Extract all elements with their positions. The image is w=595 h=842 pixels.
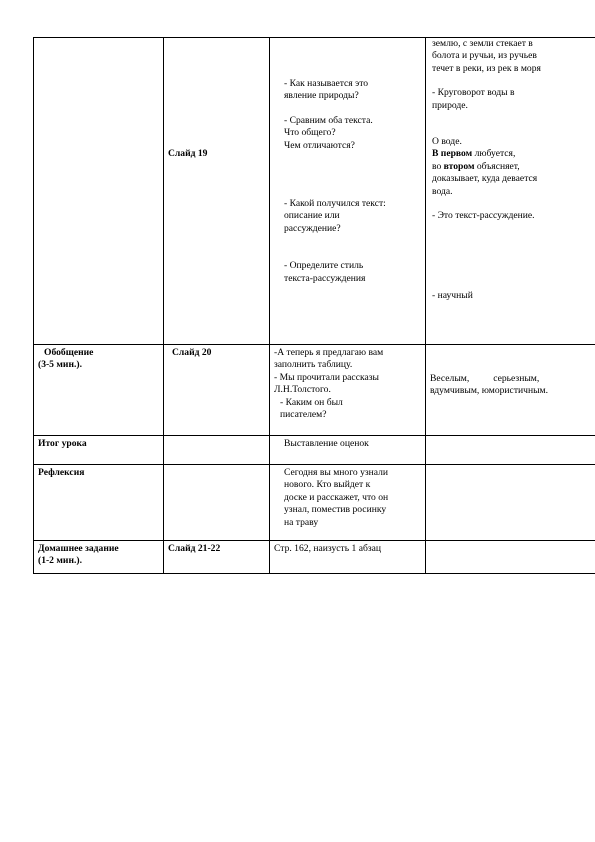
stage-label: Рефлексия (38, 467, 85, 478)
stage-label: Итог урока (38, 438, 87, 449)
answer-line: вдумчивым, юмористичным. (430, 385, 549, 397)
teacher-line: - Каким он был (280, 396, 343, 408)
teacher-cell (270, 541, 426, 574)
question-line: - Как называется это (284, 78, 369, 89)
table-row (34, 541, 595, 574)
table-row (34, 436, 595, 465)
table-row (34, 465, 595, 541)
teacher-line: нового. Кто выйдет к (284, 479, 371, 491)
table-row (34, 38, 595, 345)
question-line: текста-рассуждения (284, 272, 366, 284)
teacher-line: Стр. 162, наизусть 1 абзац (274, 543, 382, 554)
slide-label: Слайд 21-22 (168, 543, 221, 554)
answer-line: природе. (432, 99, 468, 111)
stage-cell (34, 465, 164, 541)
lesson-plan-table (33, 37, 595, 574)
answer-line (432, 161, 595, 173)
answer-line: - Круговорот воды в (432, 87, 515, 99)
teacher-line: - Мы прочитали рассказы (274, 371, 379, 383)
answer-line: течет в реки, из рек в моря (432, 62, 541, 74)
teacher-line: Сегодня вы много узнали (284, 467, 389, 478)
stage-duration: (3-5 мин.). (38, 359, 82, 371)
teacher-line: на траву (284, 516, 319, 528)
emphasis-word: втором (443, 160, 475, 172)
stage-cell (34, 38, 164, 345)
slide-cell (164, 345, 270, 436)
slide-label: Слайд 20 (172, 347, 212, 358)
students-cell (426, 465, 595, 541)
emphasis-word: В первом (432, 148, 473, 160)
stage-cell (34, 345, 164, 436)
question-line: явление природы? (284, 90, 359, 102)
answer-line: - научный (432, 290, 473, 302)
question-line: описание или (284, 210, 340, 222)
teacher-line: -А теперь я предлагаю вам (274, 347, 384, 358)
students-cell (426, 36, 595, 343)
stage-label: Домашнее задание (38, 543, 119, 554)
table-row (34, 345, 595, 436)
teacher-line: Л.Н.Толстого. (274, 384, 331, 396)
answer-line: О воде. (432, 136, 462, 148)
answer-line: вода. (432, 185, 453, 197)
answer-line: Веселым, серьезным, (430, 373, 540, 384)
teacher-line: заполнить таблицу. (274, 359, 353, 371)
slide-cell (164, 38, 270, 345)
question-line: - Определите стиль (284, 260, 364, 272)
question-line: Чем отличаются? (284, 139, 355, 151)
answer-line: болота и ручьи, из ручьев (432, 50, 537, 62)
question-line: рассуждение? (284, 222, 341, 234)
answer-text: любуется, (472, 148, 516, 160)
teacher-cell (270, 436, 426, 465)
students-cell (426, 436, 595, 465)
answer-line: землю, с земли стекает в (432, 38, 533, 49)
teacher-line: узнал, поместив росинку (284, 504, 387, 516)
answer-line: - Это текст-рассуждение. (432, 210, 535, 222)
teacher-line: доске и расскажет, что он (284, 491, 389, 503)
teacher-line: Выставление оценок (284, 438, 369, 449)
slide-cell (164, 436, 270, 465)
teacher-line: писателем? (280, 409, 327, 421)
question-line: Что общего? (284, 127, 336, 139)
students-cell (426, 541, 595, 574)
teacher-cell (270, 465, 426, 541)
teacher-cell (270, 38, 426, 345)
stage-label: Обобщение (44, 347, 94, 358)
slide-label: Слайд 19 (168, 148, 208, 159)
teacher-cell (270, 345, 426, 436)
stage-cell (34, 541, 164, 574)
question-line: - Какой получился текст: (284, 198, 386, 210)
slide-cell (164, 541, 270, 574)
stage-cell (34, 436, 164, 465)
students-cell (426, 345, 595, 436)
answer-text: объясняет, (474, 160, 520, 172)
answer-line: доказывает, куда девается (432, 173, 538, 185)
answer-line (432, 148, 595, 160)
slide-cell (164, 465, 270, 541)
stage-duration: (1-2 мин.). (38, 555, 82, 567)
answer-text: во (432, 160, 444, 172)
question-line: - Сравним оба текста. (284, 114, 373, 126)
